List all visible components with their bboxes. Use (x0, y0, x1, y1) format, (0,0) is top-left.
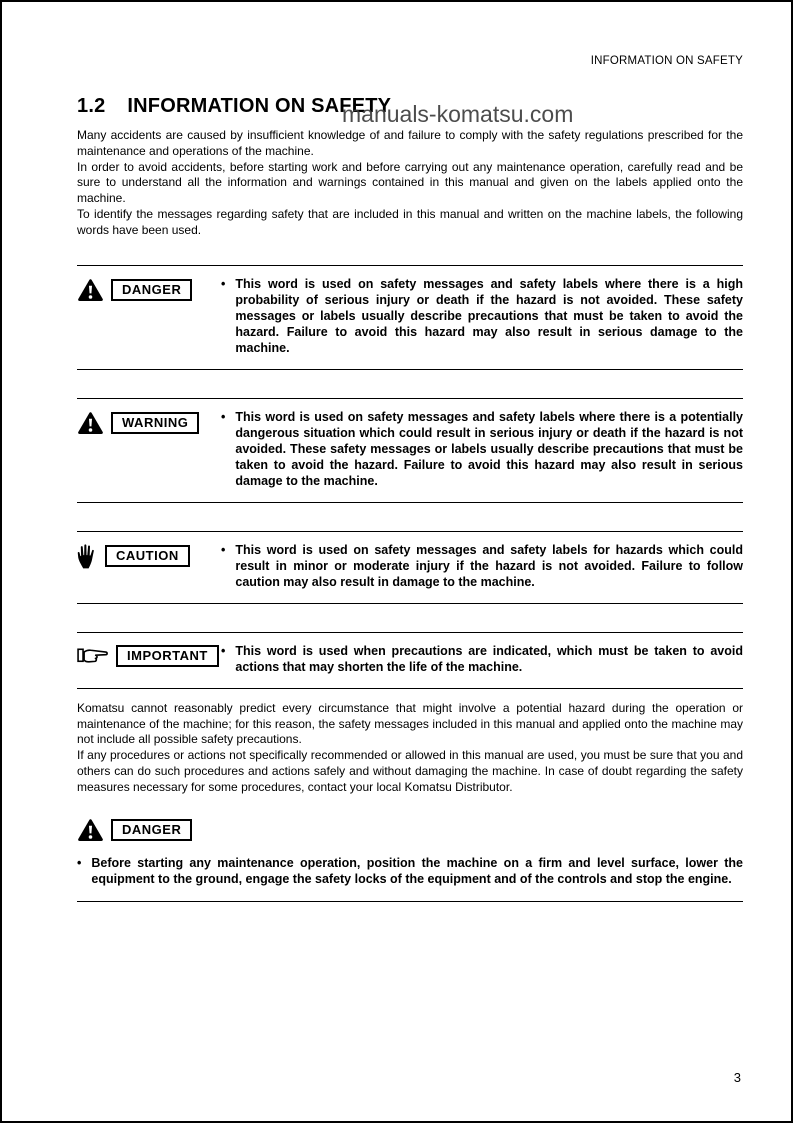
bullet-marker (221, 542, 225, 590)
bullet-marker (221, 409, 225, 489)
page-number: 3 (733, 1070, 741, 1085)
caution-signal-word: CAUTION (105, 545, 190, 567)
final-danger-text: Before starting any maintenance operation, position the machine on a firm and level surface, lower the equipment to the ground, engage the safety locks of the equipment and of the controls and stop the engine. (91, 855, 743, 886)
warning-text: This word is used on safety messages and safety labels where there is a potentially dangerous situation which could result in serious injury or death if the hazard is not avoided. These safety messages or labels usually describe precautions that must be taken to avoid the hazard. Failure to avoid this hazard may also result in serious damage to the machine. (235, 409, 743, 488)
danger-block (77, 265, 743, 370)
danger-signal-word: DANGER (111, 279, 192, 301)
final-danger-label-group (77, 818, 743, 842)
important-block (77, 632, 743, 689)
caution-text: This word is used on safety messages and safety labels for hazards which could result in minor or moderate injury if the hazard is not avoided. Failure to follow caution may also result in damage to the machine. (235, 542, 743, 589)
danger-label-group (77, 276, 219, 302)
warning-triangle-icon (77, 818, 104, 842)
warning-signal-word: WARNING (111, 412, 199, 434)
bullet-marker (221, 276, 225, 356)
running-header: INFORMATION ON SAFETY (590, 55, 743, 67)
closing-paragraph: If any procedures or actions not specifically recommended or allowed in this manual are used, you must be sure that you and others can do such procedures and actions safely and without damaging the machine. In case of doubt regarding the safety measures necessary for some procedures, contact your local Komatsu Distributor. (77, 748, 743, 794)
warning-label-group (77, 409, 219, 435)
section-number: 1.2 (77, 95, 106, 117)
closing-paragraph: Komatsu cannot reasonably predict every circumstance that might involve a potential hazard during the operation or maintenance of the machine; for this reason, the safety messages included in this manual and applied onto the machine may not include all possible safety precautions. (77, 700, 743, 747)
hand-icon (77, 544, 98, 569)
caution-block (77, 531, 743, 604)
important-label-group (77, 643, 219, 667)
closing-paragraphs (77, 701, 743, 796)
caution-label-group (77, 542, 219, 569)
final-danger-body (77, 855, 743, 887)
section-title: INFORMATION ON SAFETY (127, 95, 392, 117)
important-body (219, 643, 743, 675)
watermark: manuals-komatsu.com (342, 101, 574, 127)
important-signal-word: IMPORTANT (116, 645, 219, 667)
final-danger-block (77, 818, 743, 902)
bullet-marker (221, 643, 225, 675)
warning-block (77, 398, 743, 503)
final-danger-signal-word: DANGER (111, 819, 192, 841)
intro-paragraph: In order to avoid accidents, before starting work and before carrying out any maintenance operation, carefully read and be sure to understand all the information and warnings contained in this manual and given on the labels applied onto the machine. (77, 159, 743, 206)
pointing-hand-icon (77, 646, 109, 665)
caution-body (219, 542, 743, 590)
warning-triangle-icon (77, 411, 104, 435)
danger-text: This word is used on safety messages and safety labels where there is a high probability of serious injury or death if the hazard is not avoided. These safety messages or labels usually describe precautions that must be taken to avoid the hazard. Failure to avoid this hazard may also result in serious damage to the machine. (235, 276, 743, 355)
danger-body (219, 276, 743, 356)
bullet-marker (77, 855, 81, 887)
warning-body (219, 409, 743, 489)
intro-paragraph: To identify the messages regarding safety that are included in this manual and written on the machine labels, the following words have been used. (77, 207, 743, 237)
warning-triangle-icon (77, 278, 104, 302)
intro-paragraphs (77, 128, 743, 239)
intro-paragraph: Many accidents are caused by insufficient knowledge of and failure to comply with the safety regulations prescribed for the maintenance and operations of the machine. (77, 128, 743, 158)
important-text: This word is used when precautions are indicated, which must be taken to avoid actions that may shorten the life of the machine. (235, 643, 743, 674)
